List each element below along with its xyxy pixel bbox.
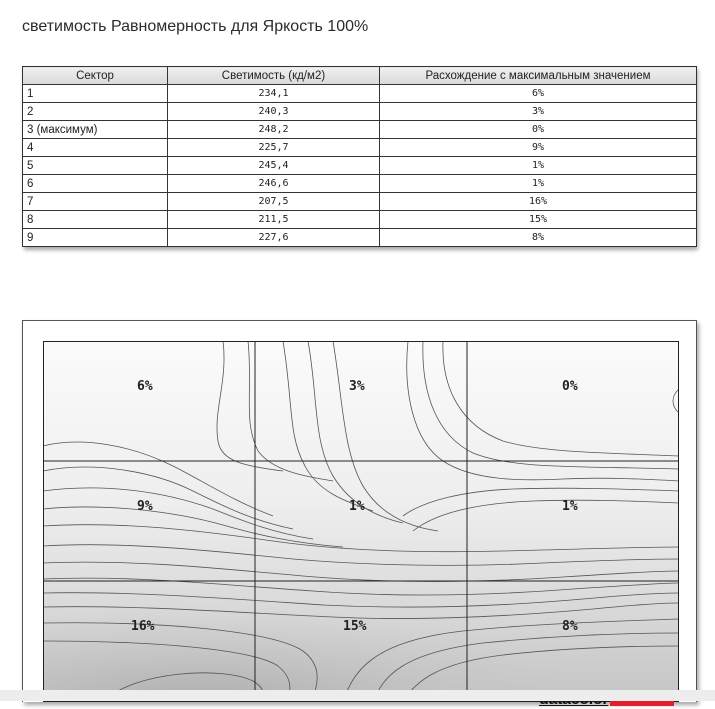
- sector-9-deviation-label: 8%: [562, 619, 578, 634]
- table-header-row: [23, 67, 697, 85]
- cell-luminance: 227,6: [168, 229, 380, 247]
- table-row: [23, 85, 697, 103]
- uniformity-map: [43, 341, 679, 702]
- sector-7-deviation-label: 16%: [131, 619, 155, 634]
- sector-3-deviation-label: 0%: [562, 379, 578, 394]
- cell-luminance: 234,1: [168, 85, 380, 103]
- luminance-table-container: [22, 66, 696, 247]
- header-luminance: Светимость (кд/м2): [168, 67, 380, 85]
- cell-luminance: 246,6: [168, 175, 380, 193]
- uniformity-contour-graphic: [43, 341, 679, 702]
- cell-deviation: 6%: [380, 85, 697, 103]
- cell-deviation: 9%: [380, 139, 697, 157]
- sector-6-deviation-label: 1%: [562, 499, 578, 514]
- cell-deviation: 16%: [380, 193, 697, 211]
- cell-luminance: 240,3: [168, 103, 380, 121]
- table-row: [23, 121, 697, 139]
- cell-sector: 5: [23, 157, 168, 175]
- cell-luminance: 248,2: [168, 121, 380, 139]
- header-deviation: Расхождение с максимальным значением: [380, 67, 697, 85]
- cell-deviation: 8%: [380, 229, 697, 247]
- cell-sector: 8: [23, 211, 168, 229]
- table-row: [23, 193, 697, 211]
- page-title: светимость Равномерность для Яркость 100%: [22, 18, 369, 35]
- cell-luminance: 211,5: [168, 211, 380, 229]
- cell-sector: 3 (максимум): [23, 121, 168, 139]
- page-bottom-strip: [0, 690, 715, 701]
- uniformity-map-frame: [22, 320, 697, 702]
- cell-sector: 6: [23, 175, 168, 193]
- sector-2-deviation-label: 3%: [349, 379, 365, 394]
- cell-deviation: 1%: [380, 157, 697, 175]
- table-row: [23, 175, 697, 193]
- cell-luminance: 207,5: [168, 193, 380, 211]
- cell-sector: 4: [23, 139, 168, 157]
- table-row: [23, 103, 697, 121]
- cell-sector: 9: [23, 229, 168, 247]
- sector-8-deviation-label: 15%: [343, 619, 367, 634]
- cell-deviation: 3%: [380, 103, 697, 121]
- sector-4-deviation-label: 9%: [137, 499, 153, 514]
- luminance-table: [22, 66, 697, 247]
- sector-5-deviation-label: 1%: [349, 499, 365, 514]
- table-row: [23, 139, 697, 157]
- cell-sector: 1: [23, 85, 168, 103]
- sector-1-deviation-label: 6%: [137, 379, 153, 394]
- cell-luminance: 225,7: [168, 139, 380, 157]
- table-row: [23, 211, 697, 229]
- cell-deviation: 1%: [380, 175, 697, 193]
- cell-sector: 2: [23, 103, 168, 121]
- cell-luminance: 245,4: [168, 157, 380, 175]
- cell-deviation: 0%: [380, 121, 697, 139]
- cell-sector: 7: [23, 193, 168, 211]
- table-row: [23, 229, 697, 247]
- cell-deviation: 15%: [380, 211, 697, 229]
- table-row: [23, 157, 697, 175]
- header-sector: Сектор: [23, 67, 168, 85]
